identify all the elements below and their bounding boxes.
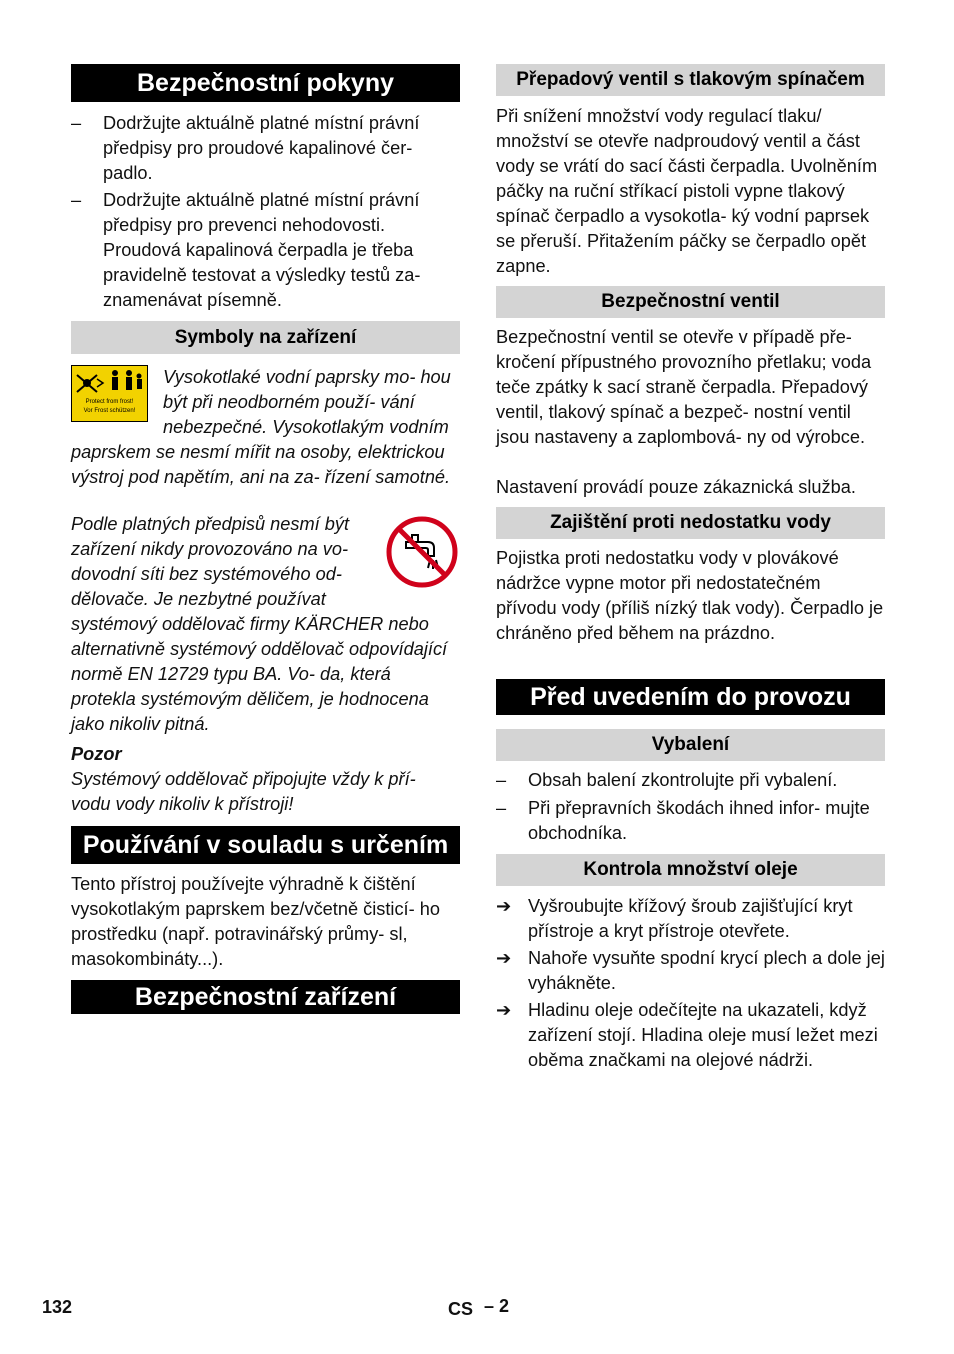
heading-safety-devices: Bezpečnostní zařízení xyxy=(71,980,460,1014)
unpacking-bullet-list xyxy=(496,768,885,846)
dash-marker: – xyxy=(71,113,82,133)
heading-overflow-valve: Přepadový ventil s tlakovým spínačem xyxy=(496,64,885,96)
list-item: ➔ Nahoře vysuňte spodní krycí plech a dole jej vyhákněte. xyxy=(496,948,885,993)
heading-before-operation: Před uvedením do provozu xyxy=(496,679,885,715)
no-drinking-water-icon xyxy=(386,516,458,588)
intended-use-text: Tento přístroj používejte výhradně k čištění vysokotlakým paprskem bez/včetně čisticí- ho prostředku (např. potravinářský průmy- sl, masokombináty...). xyxy=(71,874,440,969)
list-item: – Obsah balení zkontrolujte při vybalení. xyxy=(496,768,885,793)
caution-text: Systémový oddělovač připojujte vždy k pří- vodu vody nikoliv k přístroji! xyxy=(71,769,416,814)
arrow-right-icon: ➔ xyxy=(496,948,512,968)
high-pressure-warning-icon xyxy=(71,365,148,422)
dash-marker: – xyxy=(496,770,507,790)
svg-text:Vor Frost schützen!: Vor Frost schützen! xyxy=(83,408,136,414)
heading-intended-use: Používání v souladu s určením xyxy=(71,826,460,864)
svg-text:Protect from frost!: Protect from frost! xyxy=(85,399,134,405)
language-code: CS xyxy=(448,1299,474,1319)
low-water-text: Pojistka proti nedostatku vody v plovákové nádržce vypne motor při nedostatečném přívodu vody (příliš nízký tlak vody). Čerpadlo je chráněno před během na prázdno. xyxy=(496,548,884,643)
heading-safety-valve: Bezpečnostní ventil xyxy=(496,286,885,318)
dash-marker: – xyxy=(71,190,82,210)
list-item: – Při přepravních škodách ihned infor- mujte obchodníka. xyxy=(496,798,870,843)
list-item: ➔ Vyšroubujte křížový šroub zajišťující kryt přístroje a kryt přístroje otevřete. xyxy=(496,896,853,941)
overflow-valve-text: Při snížení množství vody regulací tlaku/ množství se otevře nadproudový ventil a část vody se vrátí do sací části čerpadla. Uvolněním páčky na ruční stříkací pistoli vypne tlakový spínač čerpadlo a vysokotla- ký vodní paprsek se přeruší. Přitažením páčky se čerpadlo opět zapne. xyxy=(496,106,878,276)
safety-valve-service-text: Nastavení provádí pouze zákaznická služba. xyxy=(496,477,856,497)
symbols-section xyxy=(71,365,460,513)
list-item: – Dodržujte aktuálně platné místní právní předpisy pro proudové kapalinové čer- padlo. xyxy=(71,113,420,183)
symbols-text: Vysokotlaké vodní paprsky mo- hou být při neodborném použí- vání nebezpečné. Vysokotlakým vodním paprskem se nesmí mířit na osoby, elektrickou výstroj pod napětím, ani na za- řízení samotné. xyxy=(71,367,451,487)
left-column xyxy=(71,64,460,1014)
heading-device-symbols: Symboly na zařízení xyxy=(71,321,460,354)
heading-low-water-protection: Zajištění proti nedostatku vody xyxy=(496,507,885,539)
list-item: – Dodržujte aktuálně platné místní právní předpisy pro prevenci nehodovosti. Proudová kapalinová čerpadla je třeba pravidelně testovat a výsledky testů za- znamenávat písemně. xyxy=(71,190,421,310)
arrow-right-icon: ➔ xyxy=(496,896,512,916)
list-item: ➔ Hladinu oleje odečítejte na ukazateli, když zařízení stojí. Hladina oleje musí ležet mezi oběma značkami na olejové nádrži. xyxy=(496,1000,878,1070)
drinking-water-text: Podle platných předpisů nesmí být zařízení nikdy provozováno na vo- dovodní síti bez systémového od- dělovače. Je nezbytné používat systémový oddělovač firmy KÄRCHER nebo alternativně systémový oddělovač odpovídající normě EN 12729 typu BA. Vo- da, která protekla systémovým děličem, je hodnocena jako nikoliv pitná. xyxy=(71,514,448,734)
dash-marker: – xyxy=(496,798,507,818)
right-column xyxy=(496,64,885,1073)
arrow-right-icon: ➔ xyxy=(496,1000,512,1020)
heading-oil-check: Kontrola množství oleje xyxy=(496,854,885,886)
caution-label: Pozor xyxy=(71,744,122,764)
heading-safety-instructions: Bezpečnostní pokyny xyxy=(71,64,460,102)
safety-bullet-list xyxy=(71,111,460,313)
sub-page-number: – 2 xyxy=(484,1296,510,1316)
oil-check-steps xyxy=(496,894,885,1073)
heading-unpacking: Vybalení xyxy=(496,729,885,761)
page-number: 132 xyxy=(42,1297,73,1317)
safety-valve-text: Bezpečnostní ventil se otevře v případě pře- kročení přípustného provozního přetlaku; voda teče zpátky k sací straně čerpadla. Přepadový ventil, tlakový spínač a bezpeč- nostní ventil jsou nastaveny a zaplombová- ny od výrobce. xyxy=(496,327,872,447)
drinking-water-section xyxy=(71,512,460,737)
